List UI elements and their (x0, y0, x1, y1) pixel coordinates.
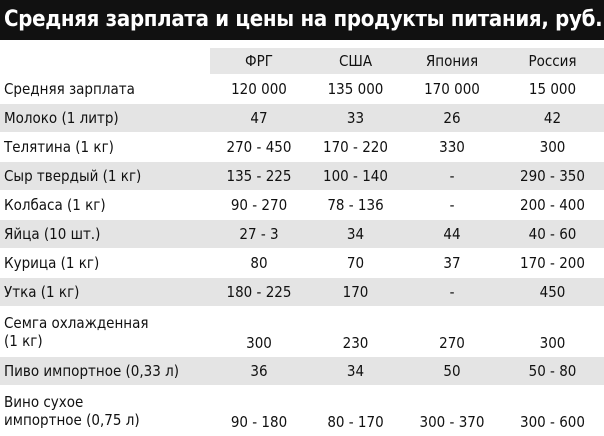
price-cell: 80 (210, 249, 308, 278)
price-cell: 90 - 180 (210, 386, 308, 436)
row-label (0, 104, 210, 133)
price-cell: 135 - 225 (210, 162, 308, 191)
table-row (0, 278, 604, 307)
price-cell: 15 000 (501, 75, 604, 104)
price-cell: 170 - 220 (308, 133, 403, 162)
table-row (0, 220, 604, 249)
row-label-line: Пиво импортное (0,33 л) (4, 362, 180, 380)
price-cell: 34 (308, 357, 403, 386)
row-label-line: Вино сухое (4, 392, 84, 411)
page-title: Средняя зарплата и цены на продукты питания, руб. (0, 0, 604, 40)
price-cell: 33 (308, 104, 403, 133)
row-label-line: Курица (1 кг) (4, 254, 100, 272)
row-label (0, 220, 210, 249)
row-label (0, 75, 210, 104)
price-cell: 270 - 450 (210, 133, 308, 162)
row-label (0, 191, 210, 220)
price-table (0, 48, 604, 436)
price-cell: - (403, 191, 501, 220)
header-row (0, 48, 604, 75)
price-cell: 27 - 3 (210, 220, 308, 249)
price-cell: 180 - 225 (210, 278, 308, 307)
row-label (0, 162, 210, 191)
table-row (0, 386, 604, 436)
price-cell: 70 (308, 249, 403, 278)
price-cell: 78 - 136 (308, 191, 403, 220)
row-label-line: Колбаса (1 кг) (4, 196, 106, 214)
price-cell: 170 000 (403, 75, 501, 104)
table-row (0, 307, 604, 357)
price-cell: 450 (501, 278, 604, 307)
row-label-line: Семга охлажденная (4, 313, 149, 332)
price-cell: 34 (308, 220, 403, 249)
price-cell: 50 - 80 (501, 357, 604, 386)
price-cell: 80 - 170 (308, 386, 403, 436)
table-body (0, 75, 604, 436)
price-cell: 270 (403, 307, 501, 357)
row-label-line: импортное (0,75 л) (4, 410, 140, 429)
price-cell: 300 - 370 (403, 386, 501, 436)
price-cell: 36 (210, 357, 308, 386)
price-cell: 26 (403, 104, 501, 133)
price-cell: 230 (308, 307, 403, 357)
price-cell: 300 (501, 133, 604, 162)
row-label-line: (1 кг) (4, 331, 43, 350)
column-header: США (308, 48, 403, 75)
price-cell: 120 000 (210, 75, 308, 104)
price-cell: 100 - 140 (308, 162, 403, 191)
column-header: ФРГ (210, 48, 308, 75)
price-cell: 50 (403, 357, 501, 386)
price-cell: 42 (501, 104, 604, 133)
price-cell: 135 000 (308, 75, 403, 104)
column-header: Россия (501, 48, 604, 75)
table-row (0, 133, 604, 162)
price-cell: 37 (403, 249, 501, 278)
price-cell: 300 - 600 (501, 386, 604, 436)
price-cell: 290 - 350 (501, 162, 604, 191)
table-row (0, 191, 604, 220)
price-cell: 40 - 60 (501, 220, 604, 249)
price-cell: 170 - 200 (501, 249, 604, 278)
price-cell: 47 (210, 104, 308, 133)
row-label-line: Телятина (1 кг) (4, 138, 114, 156)
price-cell: 330 (403, 133, 501, 162)
price-cell: - (403, 162, 501, 191)
row-label (0, 307, 210, 357)
price-table-container (0, 48, 604, 433)
row-label (0, 133, 210, 162)
price-cell: 44 (403, 220, 501, 249)
row-label (0, 357, 210, 386)
price-cell: 170 (308, 278, 403, 307)
row-label (0, 249, 210, 278)
table-row (0, 162, 604, 191)
row-label (0, 278, 210, 307)
table-row (0, 104, 604, 133)
row-label-line: Сыр твердый (1 кг) (4, 167, 142, 185)
row-label-line: Молоко (1 литр) (4, 109, 119, 127)
column-header: Япония (403, 48, 501, 75)
header-corner (0, 48, 210, 75)
table-row (0, 75, 604, 104)
price-cell: 90 - 270 (210, 191, 308, 220)
price-cell: 200 - 400 (501, 191, 604, 220)
table-row (0, 357, 604, 386)
row-label-line: Утка (1 кг) (4, 283, 80, 301)
price-cell: - (403, 278, 501, 307)
price-cell: 300 (501, 307, 604, 357)
row-label-line: Яйца (10 шт.) (4, 225, 101, 243)
row-label (0, 386, 210, 436)
table-row (0, 249, 604, 278)
price-cell: 300 (210, 307, 308, 357)
row-label-line: Средняя зарплата (4, 80, 135, 98)
